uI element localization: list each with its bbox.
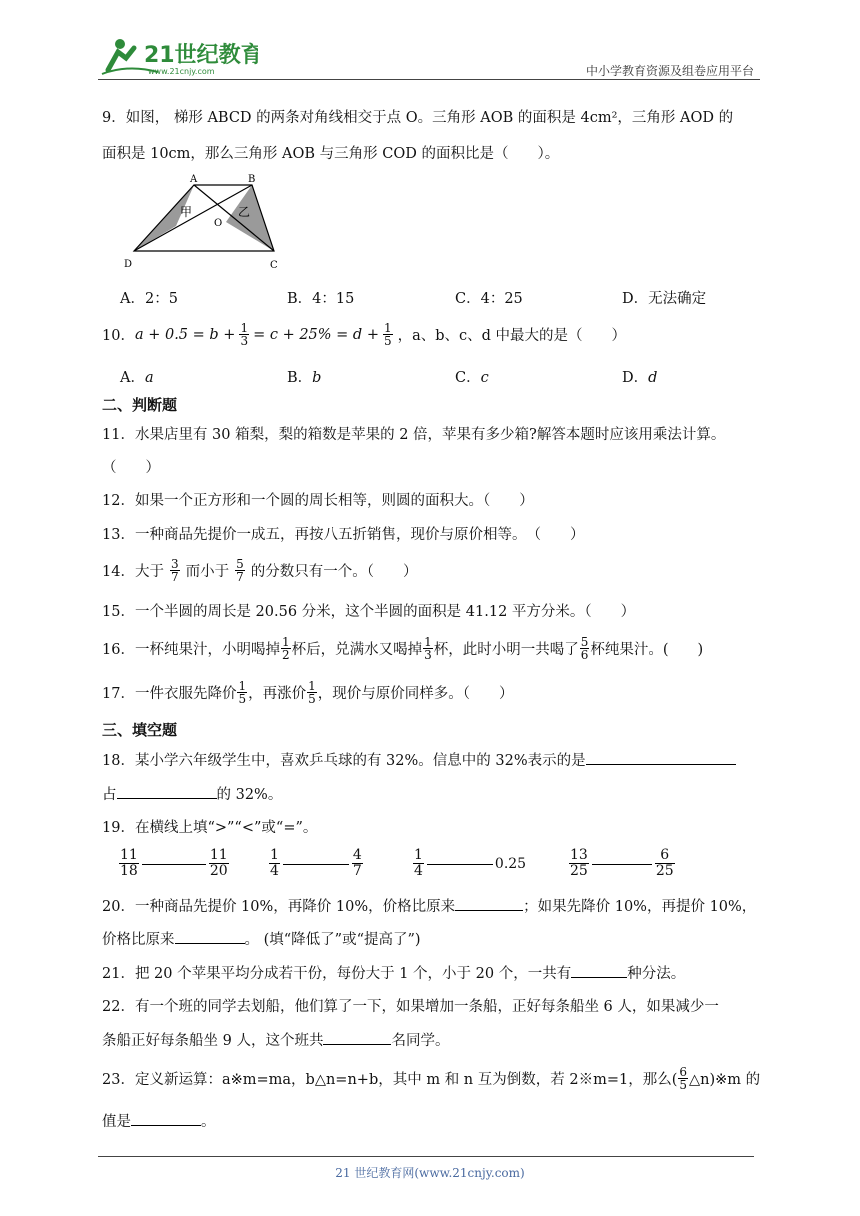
- q18-line1: 18．某小学六年级学生中，喜欢乒乓球的有 32%。信息中的 32%表示的是: [102, 749, 736, 770]
- q19-item3: $\frac{1}{4}$ 0.25: [414, 847, 527, 879]
- q9-line2: 面积是 10cm，那么三角形 AOB 与三角形 COD 的面积比是（ ）。: [102, 146, 560, 162]
- q18-line2: 占 的 32%。: [102, 783, 282, 804]
- q23-blank: [131, 1111, 201, 1126]
- section-title-fill-blank: 三、填空题: [102, 721, 178, 739]
- footer-text: 21 世纪教育网(www.21cnjy.com): [335, 1166, 525, 1180]
- q19-item4: $\frac{13}{25}$ $\frac{6}{25}$: [570, 847, 674, 879]
- q18-blank2: [117, 784, 217, 799]
- q22-line1: 22．有一个班的同学去划船，他们算了一下，如果增加一条船，正好每条船坐 6 人，如果减少一: [102, 999, 719, 1015]
- q10-number: 10．: [102, 328, 135, 344]
- q16-line: 16．一杯纯果汁，小明喝掉 $\frac{1}{2}$ 杯后，兑满水又喝掉 $\frac{1}{3}$ 杯，此时小明一共喝了 $\frac{5}{6}$ 杯纯果汁。( ): [102, 635, 704, 662]
- q9-option-d: D．无法确定: [622, 291, 707, 307]
- q22-line2: 条船正好每条船坐 9 人，这个班共 名同学。: [102, 1029, 449, 1050]
- q12-line: 12．如果一个正方形和一个圆的周长相等，则圆的面积大。（ ）: [102, 493, 534, 509]
- q19-item1: $\frac{11}{18}$ $\frac{11}{20}$: [120, 847, 228, 879]
- q23-line1: 23．定义新运算：a※m=ma，b△n=n+b，其中 m 和 n 互为倒数，若 2※m=1，那么( $\frac{6}{5}$ △n)※m 的: [102, 1065, 761, 1092]
- label-jia: 甲: [180, 205, 193, 219]
- footer-divider: [98, 1156, 754, 1157]
- q10-expr-a: a + 0.5 = b +: [134, 326, 236, 343]
- q14-line: 14．大于 $\frac{3}{7}$ 而小于 $\frac{5}{7}$ 的分数只有一个。（ ）: [102, 557, 418, 584]
- q16-frac2: $\frac{1}{3}$: [424, 635, 432, 662]
- q17-line: 17．一件衣服先降价 $\frac{1}{5}$ ，再涨价 $\frac{1}{5}$ ，现价与原价同样多。（ ）: [102, 679, 514, 706]
- q9-option-a: A．2：5: [120, 291, 178, 307]
- q10-expr-b: = c + 25% = d +: [253, 326, 379, 343]
- q15-line: 15．一个半圆的周长是 20.56 分米，这个半圆的面积是 41.12 平方分米。（ ）: [102, 604, 636, 620]
- q22-blank: [323, 1030, 391, 1045]
- logo-text: 21世纪教育: [144, 43, 258, 68]
- section-title-judgement: 二、判断题: [102, 396, 178, 414]
- q17-frac2: $\frac{1}{5}$: [308, 679, 316, 706]
- q23-line2: 值是 。: [102, 1110, 216, 1131]
- q14-frac2: $\frac{5}{7}$: [236, 557, 244, 584]
- q23-frac: $\frac{6}{5}$: [679, 1065, 688, 1092]
- q18-blank1: [586, 750, 736, 765]
- q9-trapezoid-figure: [116, 168, 286, 276]
- q10-option-b: B．b: [287, 370, 322, 386]
- q19-item2: $\frac{1}{4}$ $\frac{4}{7}$: [270, 847, 362, 879]
- q21-line: 21．把 20 个苹果平均分成若干份，每份大于 1 个，小于 20 个，一共有 种分法。: [102, 962, 685, 983]
- q9-option-c: C．4：25: [455, 291, 523, 307]
- label-A: A: [190, 174, 198, 185]
- q10-tail: ，a、b、c、d 中最大的是（ ）: [397, 328, 627, 344]
- q16-frac1: $\frac{1}{2}$: [281, 635, 290, 662]
- q11-line2: （ ）: [102, 460, 160, 476]
- header-platform-text: 中小学教育资源及组卷应用平台: [585, 64, 754, 78]
- q9-option-b: B．4：15: [287, 291, 355, 307]
- q21-blank: [571, 963, 627, 978]
- label-D: D: [124, 259, 133, 270]
- label-B: B: [248, 174, 256, 185]
- q20-line2: 价格比原来 。 (填“降低了”或“提高了”): [102, 928, 421, 949]
- q20-line1: 20．一种商品先提价 10%，再降价 10%，价格比原来 ；如果先降价 10%，再提价 10%，: [102, 895, 756, 916]
- q20-blank2: [175, 929, 245, 944]
- q19-text: 19．在横线上填“>”“<”或“=”。: [102, 820, 318, 836]
- q9-line1: 9．如图， 梯形 ABCD 的两条对角线相交于点 O。三角形 AOB 的面积是 4cm²，三角形 AOD 的: [102, 110, 734, 126]
- q10-frac2: $\frac{1}{5}$: [383, 321, 392, 348]
- q13-line: 13．一种商品先提价一成五，再按八五折销售，现价与原价相等。 （ ）: [102, 527, 585, 543]
- header-divider: [98, 79, 760, 80]
- site-logo: [98, 34, 258, 78]
- q14-frac1: $\frac{3}{7}$: [170, 557, 179, 584]
- q16-frac3: $\frac{5}{6}$: [580, 635, 589, 662]
- q10-option-a: A．a: [120, 370, 154, 386]
- label-O: O: [214, 218, 223, 229]
- q10-option-d: D．d: [622, 370, 658, 386]
- label-C: C: [270, 260, 278, 271]
- q10-option-c: C．c: [455, 370, 489, 386]
- q10-line: [102, 322, 626, 347]
- q11-line1: 11．水果店里有 30 箱梨，梨的箱数是苹果的 2 倍，苹果有多少箱?解答本题时应该用乘法计算。: [102, 427, 726, 443]
- q10-frac1: $\frac{1}{3}$: [240, 321, 249, 348]
- q17-frac1: $\frac{1}{5}$: [238, 679, 247, 706]
- label-yi: 乙: [238, 205, 251, 219]
- logo-url: www.21cnjy.com: [148, 67, 215, 76]
- q20-blank1: [455, 896, 523, 911]
